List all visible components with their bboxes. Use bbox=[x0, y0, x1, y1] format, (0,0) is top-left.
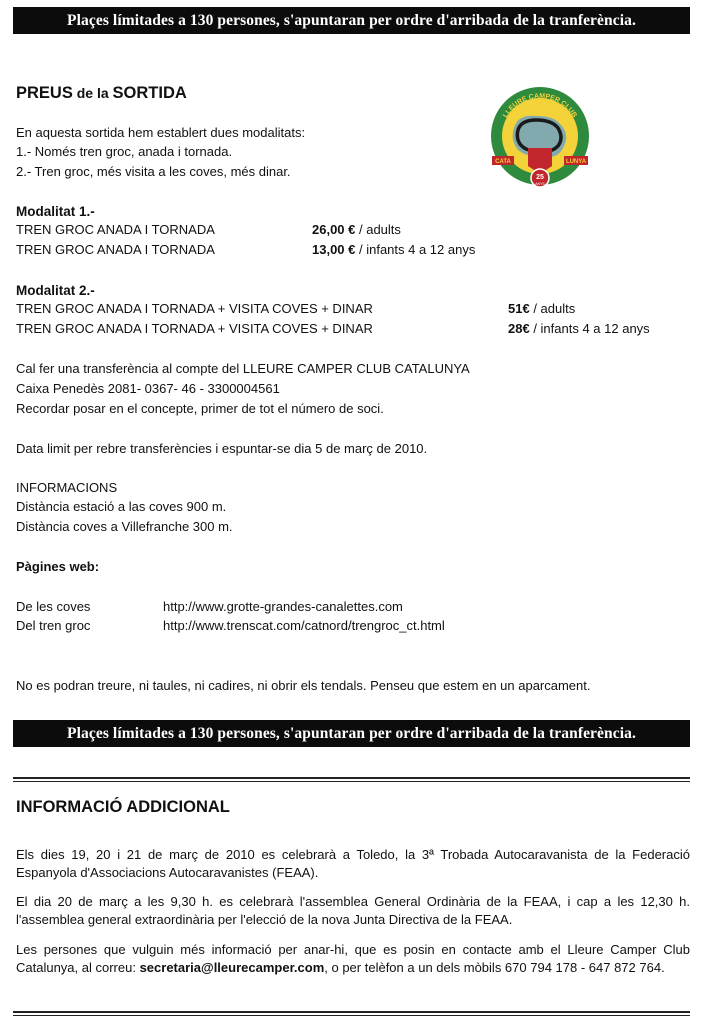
email-link[interactable]: secretaria@lleurecamper.com bbox=[139, 960, 325, 975]
additional-p3-start: Les persones que vulguin més informació per anar-hi, que es posin en contacte amb el Lleure Camper Club Catalunya, al correu: bbox=[16, 942, 690, 975]
top-banner-text: Plaçes límitades a 130 persones, s'apuntaran per ordre d'arribada de la tranferència. bbox=[67, 11, 636, 29]
logo-badge-sub: ANYS bbox=[535, 182, 545, 186]
info-line-1: Distància estació a las coves 900 m. bbox=[16, 499, 227, 514]
web-title: Pàgines web: bbox=[16, 559, 100, 574]
info-heading: INFORMACIONS bbox=[16, 480, 118, 495]
top-banner bbox=[13, 7, 690, 34]
prices-heading-part1: PREUS bbox=[16, 84, 73, 102]
mod1-row-1-amount: 26,00 € bbox=[312, 222, 356, 237]
mod2-title: Modalitat 2.- bbox=[16, 283, 95, 298]
mod2-row-1-amount: 51€ bbox=[508, 301, 530, 316]
web-link-2[interactable]: http://www.trenscat.com/catnord/trengroc_ct.html bbox=[163, 618, 445, 633]
prices-heading bbox=[16, 84, 187, 103]
divider-top-2 bbox=[13, 781, 690, 782]
parking-notice: No es podran treure, ni taules, ni cadires, ni obrir els tendals. Penseu que estem en un aparcament. bbox=[16, 678, 591, 693]
bottom-banner-text: Plaçes límitades a 130 persones, s'apuntaran per ordre d'arribada de la tranferència. bbox=[67, 724, 636, 742]
additional-heading: INFORMACIÓ ADDICIONAL bbox=[16, 798, 230, 816]
deadline: Data limit per rebre transferències i espuntar-se dia 5 de març de 2010. bbox=[16, 441, 428, 456]
mod2-row-2-amount: 28€ bbox=[508, 321, 530, 336]
mod2-row-2-label: TREN GROC ANADA I TORNADA + VISITA COVES + DINAR bbox=[16, 321, 373, 336]
mod2-row-1-unit: / adults bbox=[529, 301, 576, 316]
mod1-title: Modalitat 1.- bbox=[16, 204, 95, 219]
additional-p2: El dia 20 de març a les 9,30 h. es celebrarà l'assemblea General Ordinària de la FEAA, i cap a les 12,30 h. l'assemblea general extraordinària per l'elecció de la nova Junta Directiva de la FEAA. bbox=[16, 894, 690, 927]
logo-left-text: CATA bbox=[495, 159, 511, 165]
mod1-row-2-amount: 13,00 € bbox=[312, 242, 356, 257]
divider-top-1 bbox=[13, 777, 690, 779]
transfer-line-3: Recordar posar en el concepte, primer de tot el número de soci. bbox=[16, 401, 384, 416]
additional-p3-end: , o per telèfon a un dels mòbils 670 794 178 - 647 872 764. bbox=[324, 960, 665, 975]
mod1-row-1-price bbox=[312, 221, 401, 239]
logo-badge-number: 25 bbox=[536, 174, 544, 181]
web-label-2: Del tren groc bbox=[16, 618, 91, 633]
mod1-row-2-unit: / infants 4 a 12 anys bbox=[355, 242, 476, 257]
web-link-1[interactable]: http://www.grotte-grandes-canalettes.com bbox=[163, 599, 403, 614]
mod2-row-1-price bbox=[508, 300, 575, 318]
club-logo bbox=[488, 86, 592, 190]
mod1-row-2-price bbox=[312, 241, 475, 259]
prices-heading-part3: SORTIDA bbox=[112, 84, 187, 102]
transfer-line-2: Caixa Penedès 2081- 0367- 46 - 3300004561 bbox=[16, 381, 280, 396]
divider-bottom-1 bbox=[13, 1011, 690, 1013]
additional-p1: Els dies 19, 20 i 21 de març de 2010 es celebrarà a Toledo, la 3ª Trobada Autocaravanista de la Federació Espanyola d'Associacions Autocaravanistes (FEAA). bbox=[16, 847, 690, 880]
web-label-1: De les coves bbox=[16, 599, 91, 614]
transfer-line-1: Cal fer una transferència al compte del LLEURE CAMPER CLUB CATALUNYA bbox=[16, 361, 470, 376]
logo-right-text: LUNYA bbox=[565, 159, 587, 165]
mod1-row-1-label: TREN GROC ANADA I TORNADA bbox=[16, 222, 215, 237]
mod2-row-2-price bbox=[508, 320, 650, 338]
bottom-banner bbox=[13, 720, 690, 747]
mod1-row-1-unit: / adults bbox=[355, 222, 401, 237]
intro-line-3: 2.- Tren groc, més visita a les coves, més dinar. bbox=[16, 164, 291, 179]
mod2-row-2-unit: / infants 4 a 12 anys bbox=[529, 321, 650, 336]
mod1-row-2-label: TREN GROC ANADA I TORNADA bbox=[16, 242, 215, 257]
info-line-2: Distància coves a Villefranche 300 m. bbox=[16, 519, 233, 534]
additional-p3 bbox=[16, 941, 690, 977]
logo-top-text: LLEURE CAMPER CLUB bbox=[502, 92, 578, 120]
prices-heading-part2: de la bbox=[72, 85, 113, 101]
mod2-row-1-label: TREN GROC ANADA I TORNADA + VISITA COVES + DINAR bbox=[16, 301, 373, 316]
divider-bottom-2 bbox=[13, 1015, 690, 1016]
intro-line-1: En aquesta sortida hem establert dues modalitats: bbox=[16, 125, 306, 140]
intro-line-2: 1.- Només tren groc, anada i tornada. bbox=[16, 144, 233, 159]
